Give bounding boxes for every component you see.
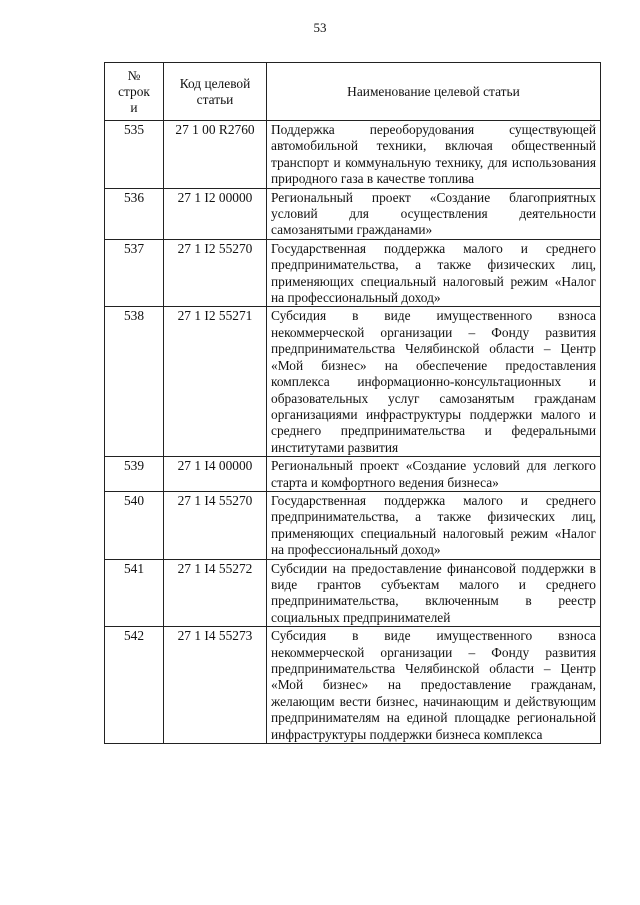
target-name: Субсидии на предоставление финансовой поддержки в виде грантов субъектам малого и среднего предпринимательства, включенным в реестр социальных предпринимателей	[267, 559, 601, 627]
target-code: 27 1 I4 00000	[164, 457, 267, 492]
target-name: Субсидия в виде имущественного взноса некоммерческой организации – Фонду развития предпринимательства Челябинской области – Центр «Мой бизнес» на обеспечение предоставления комплекса информационно-консультационных и образовательных услуг самозанятым гражданам организациями инфраструктуры поддержки малого и среднего предпринимательства и федеральными институтами развития	[267, 307, 601, 457]
target-code: 27 1 I4 55273	[164, 627, 267, 744]
row-number: 538	[105, 307, 164, 457]
row-number: 535	[105, 121, 164, 189]
target-code: 27 1 00 R2760	[164, 121, 267, 189]
header-row-number-label: № строк и	[118, 68, 150, 115]
target-code: 27 1 I4 55272	[164, 559, 267, 627]
table-row	[105, 188, 601, 239]
header-target-name	[267, 63, 601, 121]
target-name: Государственная поддержка малого и среднего предпринимательства, а также физических лиц, применяющих специальный налоговый режим «Налог на профессиональный доход»	[267, 491, 601, 559]
header-target-name-label: Наименование целевой статьи	[347, 84, 520, 99]
target-items-table	[104, 62, 601, 744]
target-code: 27 1 I2 55271	[164, 307, 267, 457]
row-number: 537	[105, 239, 164, 307]
table-row	[105, 307, 601, 457]
table-row	[105, 559, 601, 627]
row-number: 539	[105, 457, 164, 492]
row-number: 541	[105, 559, 164, 627]
target-code: 27 1 I2 55270	[164, 239, 267, 307]
page-number: 53	[313, 20, 327, 35]
table-row	[105, 239, 601, 307]
table-row	[105, 457, 601, 492]
table-header-row	[105, 63, 601, 121]
target-name: Государственная поддержка малого и среднего предпринимательства, а также физических лиц, применяющих специальный налоговый режим «Налог на профессиональный доход»	[267, 239, 601, 307]
row-number: 540	[105, 491, 164, 559]
target-name: Субсидия в виде имущественного взноса некоммерческой организации – Фонду развития предпринимательства Челябинской области – Центр «Мой бизнес» на предоставление гражданам, желающим вести бизнес, начинающим и действующим предпринимателям на единой площадке региональной инфраструктуры поддержки бизнеса комплекса	[267, 627, 601, 744]
target-name: Региональный проект «Создание условий для легкого старта и комфортного ведения бизнеса»	[267, 457, 601, 492]
header-row-number	[105, 63, 164, 121]
target-code: 27 1 I2 00000	[164, 188, 267, 239]
header-target-code	[164, 63, 267, 121]
target-code: 27 1 I4 55270	[164, 491, 267, 559]
table-row	[105, 627, 601, 744]
target-name: Поддержка переоборудования существующей автомобильной техники, включая общественный транспорт и коммунальную технику, для использования природного газа в качестве топлива	[267, 121, 601, 189]
table-row	[105, 491, 601, 559]
row-number: 542	[105, 627, 164, 744]
table-row	[105, 121, 601, 189]
header-target-code-label: Код целевой статьи	[179, 76, 251, 107]
target-name: Региональный проект «Создание благоприятных условий для осуществления деятельности самозанятыми гражданами»	[267, 188, 601, 239]
row-number: 536	[105, 188, 164, 239]
